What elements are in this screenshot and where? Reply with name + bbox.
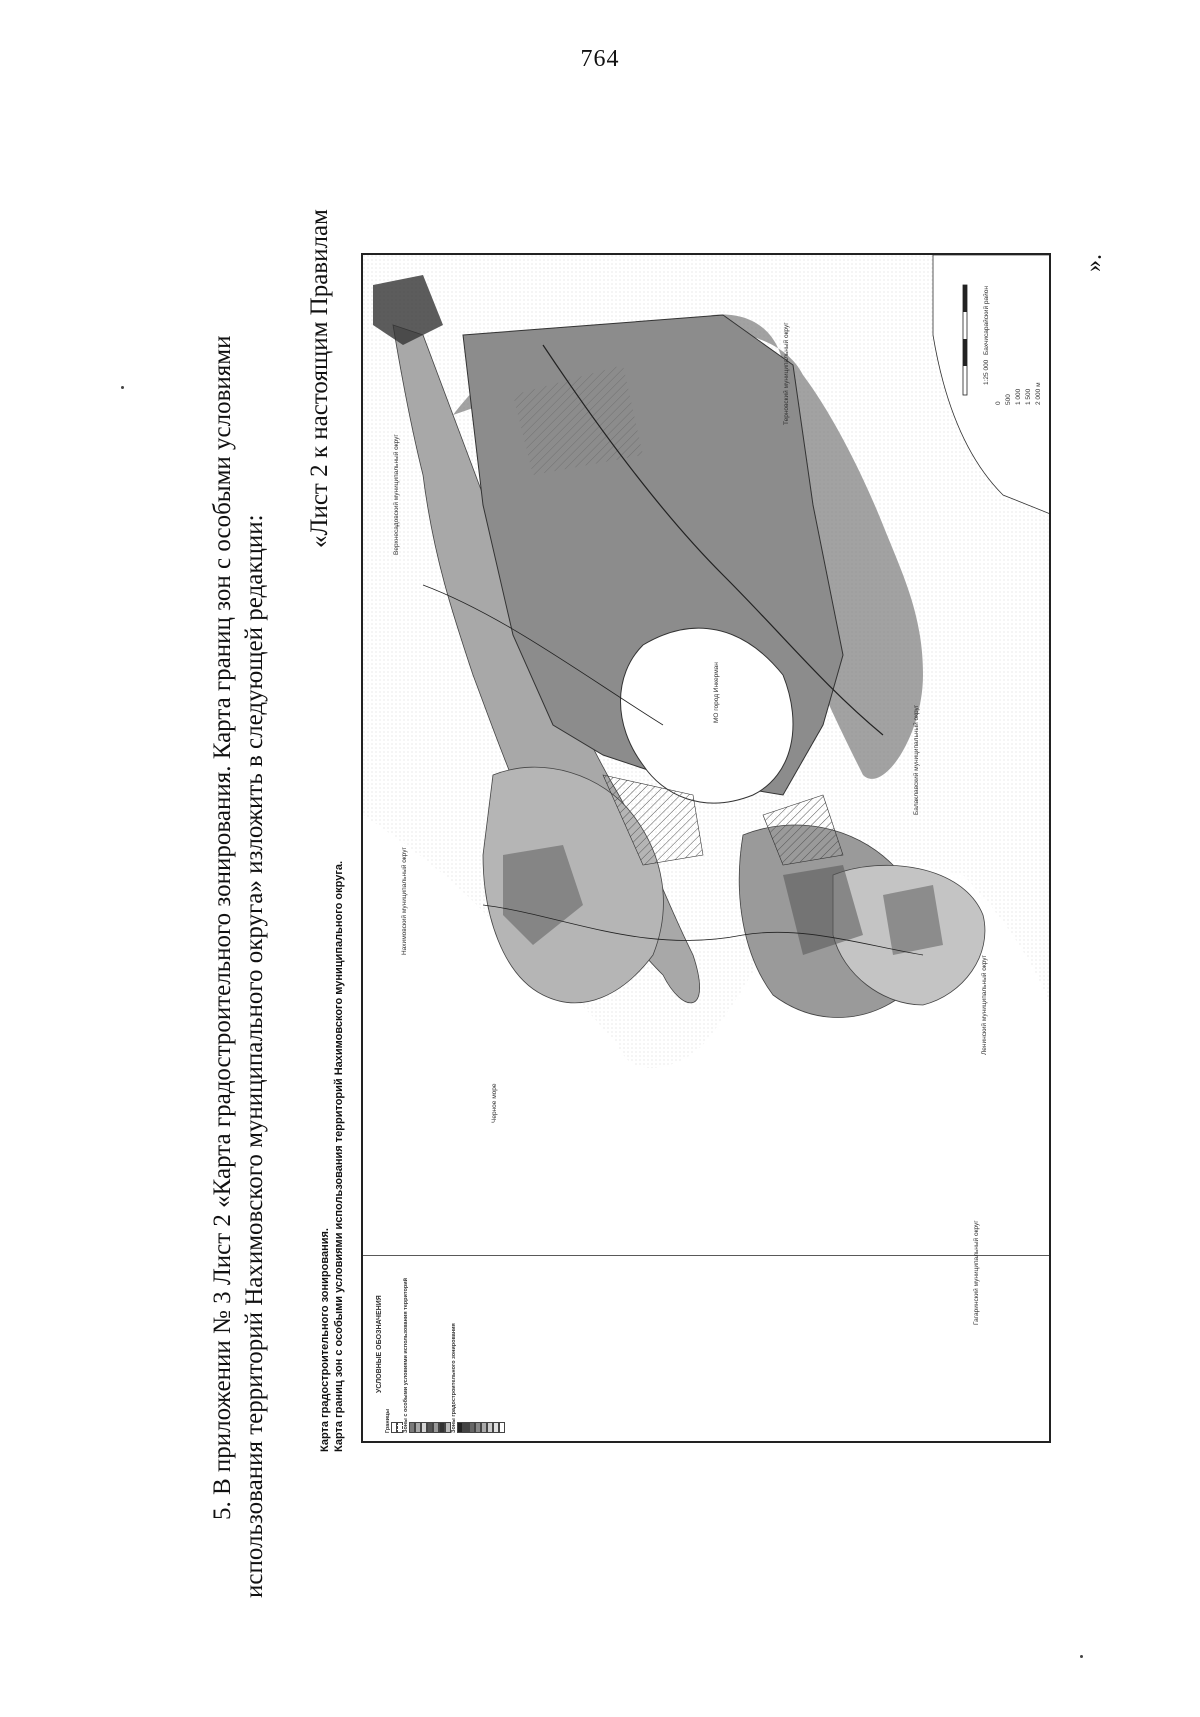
label-verkhnesadovsky: Верхнесадовский муниципальный округ (393, 434, 400, 555)
legend-item (499, 953, 505, 1433)
scale-tick-0: 0 (995, 401, 1002, 405)
map-titles (318, 861, 346, 1452)
scale-tick-2: 1 000 (1015, 388, 1022, 405)
label-balaklava: Балаклавский муниципальный округ (913, 704, 920, 815)
city-patch (883, 885, 943, 955)
closing-quote: ». (1081, 254, 1107, 272)
legend-section: Зоны с особыми условиями использования территорий (403, 1277, 410, 1433)
label-ternovsky: Терновский муниципальный округ (783, 322, 790, 425)
legend-section: Границы (385, 1408, 391, 1433)
legend-title: УСЛОВНЫЕ ОБОЗНАЧЕНИЯ (376, 1295, 383, 1393)
scale-ratio: 1:25 000 (983, 359, 990, 385)
scale-tick-1: 500 (1005, 394, 1012, 405)
map-title-1: Карта градостроительного зонирования. (319, 1228, 331, 1452)
map-title-2: Карта границ зон с особыми условиями использования территорий Нахимовского муниципального округа. (333, 860, 345, 1452)
paragraph-line-2: использования территорий Нахимовского муниципального округа» изложить в следующей редакции: (241, 514, 268, 1598)
speck (121, 386, 124, 389)
scale-tick-4: 2 000 м (1035, 382, 1042, 405)
label-inkerman: МО город Инкерман (713, 662, 720, 723)
page-number: 764 (580, 46, 620, 72)
speck (1080, 1655, 1083, 1658)
map-sheet (361, 253, 1051, 1443)
scale-bar (963, 285, 967, 395)
label-bakhchisaray: Бахчисарайский район (983, 286, 990, 355)
map-legend (375, 953, 505, 1433)
legend-section: Зоны градостроительного зонирования (451, 1323, 458, 1433)
paragraph-line-3: «Лист 2 к настоящим Правилам (306, 209, 333, 548)
label-leninsky: Ленинский муниципальный округ (981, 955, 988, 1055)
scale-tick-3: 1 500 (1025, 388, 1032, 405)
label-sea: Черное море (491, 1083, 498, 1123)
label-nakhimov: Нахимовский муниципальный округ (401, 847, 408, 955)
label-gagarinsky: Гагаринский муниципальный округ (973, 1220, 980, 1325)
paragraph-line-1: 5. В приложении № 3 Лист 2 «Карта градостроительного зонирования. Карта границ зон с особыми условиями (209, 335, 236, 1520)
